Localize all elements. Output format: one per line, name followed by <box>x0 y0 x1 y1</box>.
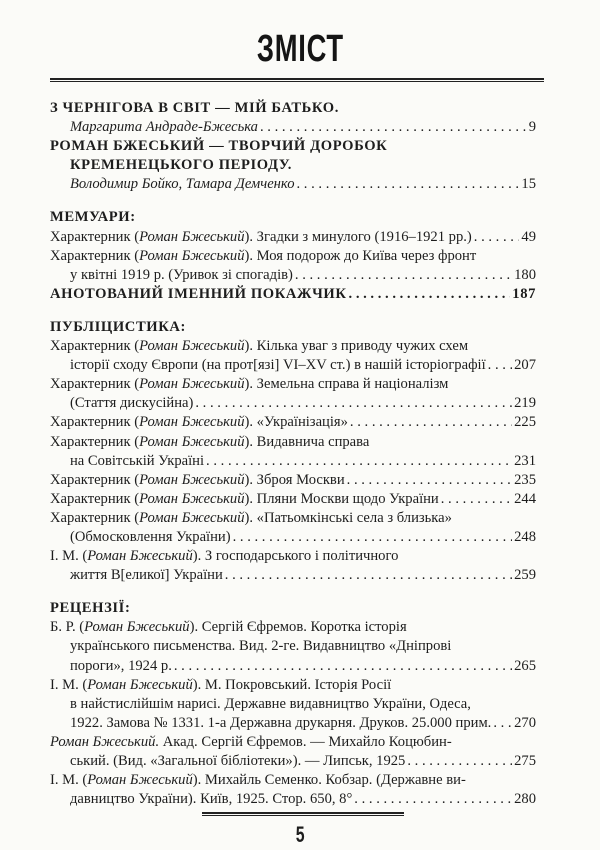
entry-page-number: 225 <box>514 414 536 431</box>
entry-author-italic: Роман Бжеський <box>139 433 245 450</box>
toc-entry[interactable] <box>50 547 536 585</box>
section-heading: МЕМУАРИ: <box>50 209 136 226</box>
page-title: ЗМІСТ <box>256 28 344 70</box>
entry-text-segment: РОМАН БЖЕСЬКИЙ — ТВОРЧИЙ ДОРОБОК <box>50 138 388 155</box>
toc-entry[interactable] <box>50 771 536 809</box>
entry-text-segment: життя В[еликої] України <box>70 567 223 584</box>
entry-text <box>70 566 223 585</box>
entry-author-italic: Роман Бжеський <box>87 548 193 565</box>
toc-entry[interactable] <box>50 228 536 247</box>
toc-entry[interactable] <box>50 137 536 175</box>
entry-text <box>50 471 345 490</box>
entry-author-italic: Роман Бжеський <box>139 247 245 264</box>
entry-page-number: 49 <box>521 228 536 245</box>
dot-leader <box>195 394 512 413</box>
title-double-rule <box>50 78 544 82</box>
entry-text-segment: ський. (Вид. «Загальної бібліотеки»). — Липськ, 1925 <box>70 753 406 769</box>
entry-text <box>70 657 172 676</box>
toc-entry[interactable] <box>50 247 536 285</box>
entry-text <box>70 157 292 173</box>
entry-line <box>50 285 536 304</box>
entry-text <box>70 696 471 712</box>
entry-page-number: 207 <box>514 357 536 374</box>
section-heading: РЕЦЕНЗІЇ: <box>50 600 131 617</box>
toc-entry[interactable] <box>50 433 536 471</box>
entry-text-segment: ). Пляни Москви щодо України <box>244 490 439 507</box>
dot-leader <box>206 452 512 471</box>
dot-leader <box>225 566 512 585</box>
entry-line <box>50 528 536 547</box>
entry-author-italic: Роман Бжеський <box>139 509 245 526</box>
entry-text-segment: І. М. ( <box>50 548 88 565</box>
entry-line <box>50 471 536 490</box>
entry-text <box>50 490 439 509</box>
entry-author-italic: Маргарита Андраде-Бжеська <box>70 119 258 136</box>
entry-line <box>50 752 536 771</box>
entry-author-italic: Роман Бжеський <box>87 676 193 693</box>
toc-entry[interactable] <box>50 490 536 509</box>
entry-text-segment: І. М. ( <box>50 676 88 693</box>
toc-entry[interactable] <box>50 375 536 413</box>
entry-text-segment: Характерник ( <box>50 376 140 393</box>
footer-double-rule <box>202 812 404 816</box>
entry-text-segment: Акад. Сергій Єфремов. — Михайло Коцюбин- <box>159 733 452 750</box>
entry-text <box>50 138 387 154</box>
entry-text-segment: Характерник ( <box>50 471 140 488</box>
entry-text-segment: пороги», 1924 р. <box>70 657 172 674</box>
dot-leader <box>297 175 520 194</box>
entry-text <box>50 548 398 564</box>
dot-leader <box>350 413 512 432</box>
entry-page-number: 231 <box>514 452 536 469</box>
entry-text <box>50 772 466 788</box>
dot-leader <box>493 714 512 733</box>
entry-text-segment: Б. Р. ( <box>50 619 85 636</box>
entry-text-segment: ). Моя подорож до Київа через фронт <box>244 247 477 264</box>
entry-text <box>50 510 452 526</box>
entry-line <box>50 394 536 413</box>
dot-leader <box>474 228 520 247</box>
entry-page-number: 180 <box>514 266 536 283</box>
entry-page-number: 187 <box>512 285 536 302</box>
dot-leader <box>347 471 512 490</box>
toc-entry[interactable] <box>50 733 536 771</box>
dot-leader <box>349 285 511 304</box>
entry-text <box>70 118 258 137</box>
entry-text-segment: (Стаття дискусійна) <box>70 395 194 412</box>
entry-text <box>70 175 295 194</box>
entry-page-number: 248 <box>514 528 536 545</box>
entry-text <box>50 248 476 264</box>
entry-author-italic: Володимир Бойко, Тамара Демченко <box>70 176 295 193</box>
entry-line <box>50 266 536 285</box>
entry-line <box>50 695 536 714</box>
toc-section <box>50 599 536 809</box>
entry-author-italic: Роман Бжеський. <box>50 733 160 750</box>
entry-page-number: 9 <box>528 119 536 136</box>
entry-text <box>70 528 231 547</box>
dot-leader <box>174 657 512 676</box>
entry-text <box>50 413 348 432</box>
toc-section <box>50 99 536 194</box>
entry-line <box>50 657 536 676</box>
entry-page-number: 235 <box>514 471 536 488</box>
entry-text-segment: Характерник ( <box>50 509 140 526</box>
entry-text-segment: у квітні 1919 р. (Уривок зі спогадів) <box>70 266 293 283</box>
entry-line <box>50 618 536 637</box>
entry-text-segment: на Совітській Україні <box>70 452 205 469</box>
entry-line <box>50 118 536 137</box>
entry-page-number: 270 <box>514 714 536 731</box>
entry-text-segment: ). Михайль Семенко. Кобзар. (Державне ви- <box>192 772 466 789</box>
entry-text <box>70 356 486 375</box>
toc-entry[interactable] <box>50 413 536 432</box>
entry-text <box>50 376 448 392</box>
entry-line <box>50 547 536 566</box>
entry-line <box>50 490 536 509</box>
page-number-wrap <box>0 822 600 848</box>
toc-entry[interactable] <box>50 175 536 194</box>
entry-page-number: 265 <box>514 657 536 674</box>
page-title-wrap <box>0 28 600 71</box>
entry-text-segment: Характерник ( <box>50 247 140 264</box>
entry-line <box>50 509 536 528</box>
entry-line <box>50 714 536 733</box>
entry-text-segment: ). Згадки з минулого (1916–1921 рр.) <box>244 228 472 245</box>
entry-line <box>50 337 536 356</box>
entry-text <box>70 638 451 654</box>
table-of-contents <box>50 99 536 823</box>
entry-text-segment: ). Зброя Москви <box>244 471 345 488</box>
entry-text-segment: Характерник ( <box>50 414 140 431</box>
entry-text <box>70 752 405 771</box>
entry-text <box>50 619 407 635</box>
toc-section <box>50 208 536 303</box>
entry-line <box>50 566 536 585</box>
entry-author-italic: Роман Бжеський <box>139 376 245 393</box>
toc-entry[interactable] <box>50 618 536 675</box>
dot-leader <box>441 490 512 509</box>
entry-line <box>50 247 536 266</box>
entry-text <box>70 714 491 733</box>
dot-leader <box>354 790 512 809</box>
entry-text-segment: ). «Українізація» <box>244 414 348 431</box>
entry-line <box>50 771 536 790</box>
section-heading: ПУБЛІЦИСТИКА: <box>50 318 187 335</box>
entry-line <box>50 99 536 118</box>
entry-line <box>50 375 536 394</box>
entry-text-segment: ). З господарського і політичного <box>192 548 399 565</box>
entry-text-segment: ). Земельна справа й націоналізм <box>244 376 449 393</box>
entry-text-segment: І. М. ( <box>50 772 88 789</box>
entry-text <box>50 338 468 354</box>
entry-text <box>50 228 472 247</box>
entry-line <box>50 790 536 809</box>
entry-line <box>50 676 536 695</box>
entry-page-number: 15 <box>521 176 536 193</box>
dot-leader <box>260 118 527 137</box>
entry-page-number: 244 <box>514 490 536 507</box>
entry-text <box>50 677 391 693</box>
entry-line <box>50 356 536 375</box>
entry-text-segment: З ЧЕРНІГОВА В СВІТ — МІЙ БАТЬКО. <box>50 100 339 116</box>
entry-author-italic: Роман Бжеський <box>139 414 245 431</box>
toc-entry[interactable] <box>50 99 536 118</box>
entry-line <box>50 637 536 656</box>
toc-entry[interactable] <box>50 285 536 304</box>
entry-text-segment: ). Видавнича справа <box>244 433 370 450</box>
dot-leader <box>407 752 512 771</box>
toc-section <box>50 318 536 585</box>
entry-page-number: 259 <box>514 567 536 584</box>
entry-page-number: 275 <box>514 753 536 769</box>
entry-text <box>70 266 293 285</box>
toc-entry[interactable] <box>50 509 536 547</box>
entry-line <box>50 228 536 247</box>
entry-line <box>50 452 536 471</box>
entry-text <box>50 734 452 750</box>
entry-text <box>70 452 204 471</box>
toc-entry[interactable] <box>50 337 536 375</box>
entry-page-number: 219 <box>514 395 536 412</box>
entry-author-italic: Роман Бжеський <box>84 619 190 636</box>
entry-line <box>50 733 536 752</box>
entry-author-italic: Роман Бжеський <box>139 471 245 488</box>
dot-leader <box>488 356 512 375</box>
entry-text <box>50 434 369 450</box>
entry-author-italic: Роман Бжеський <box>87 772 193 789</box>
entry-page-number: 280 <box>514 791 536 808</box>
entry-text-segment: АНОТОВАНИЙ ІМЕННИЙ ПОКАЖЧИК <box>50 285 347 302</box>
entry-text-segment: 1922. Замова № 1331. 1-а Державна друкарня. Друков. 25.000 прим. <box>70 714 492 731</box>
entry-text-segment: ). Кілька уваг з приводу чужих схем <box>244 338 469 355</box>
entry-text-segment: Характерник ( <box>50 433 140 450</box>
dot-leader <box>295 266 512 285</box>
entry-text <box>50 285 347 304</box>
entry-text-segment: (Обмосковлення України) <box>70 528 231 545</box>
dot-leader <box>233 528 513 547</box>
entry-line <box>50 433 536 452</box>
entry-line <box>50 156 536 175</box>
entry-text-segment: в найстислійшім нарисі. Державне видавництво України, Одеса, <box>70 695 471 712</box>
entry-text-segment: давництво України). Київ, 1925. Стор. 650, 8° <box>70 791 353 808</box>
entry-line <box>50 137 536 156</box>
entry-text-segment: КРЕМЕНЕЦЬКОГО ПЕРІОДУ. <box>70 157 293 174</box>
entry-text-segment: ). М. Покровський. Історія Росії <box>192 676 392 693</box>
entry-text-segment: українського письменства. Вид. 2-ге. Видавництво «Дніпрові <box>70 638 452 655</box>
entry-text <box>70 790 352 809</box>
entry-text-segment: ). «Патьомкінські села з близька» <box>244 509 452 526</box>
entry-text <box>50 100 339 116</box>
entry-line <box>50 175 536 194</box>
entry-text-segment: Характерник ( <box>50 228 140 245</box>
toc-entry[interactable] <box>50 471 536 490</box>
entry-author-italic: Роман Бжеський <box>139 228 245 245</box>
entry-text <box>70 394 193 413</box>
entry-line <box>50 413 536 432</box>
page-number: 5 <box>295 822 305 847</box>
toc-entry[interactable] <box>50 676 536 733</box>
entry-author-italic: Роман Бжеський <box>139 338 245 355</box>
entry-text-segment: ). Сергій Єфремов. Коротка історія <box>189 619 407 636</box>
entry-text-segment: Характерник ( <box>50 338 140 355</box>
entry-text-segment: історії сходу Європи (на прот[язі] VI–XV ст.) в нашій історіографії <box>70 357 486 374</box>
entry-author-italic: Роман Бжеський <box>139 490 245 507</box>
toc-entry[interactable] <box>50 118 536 137</box>
entry-text-segment: Характерник ( <box>50 490 140 507</box>
